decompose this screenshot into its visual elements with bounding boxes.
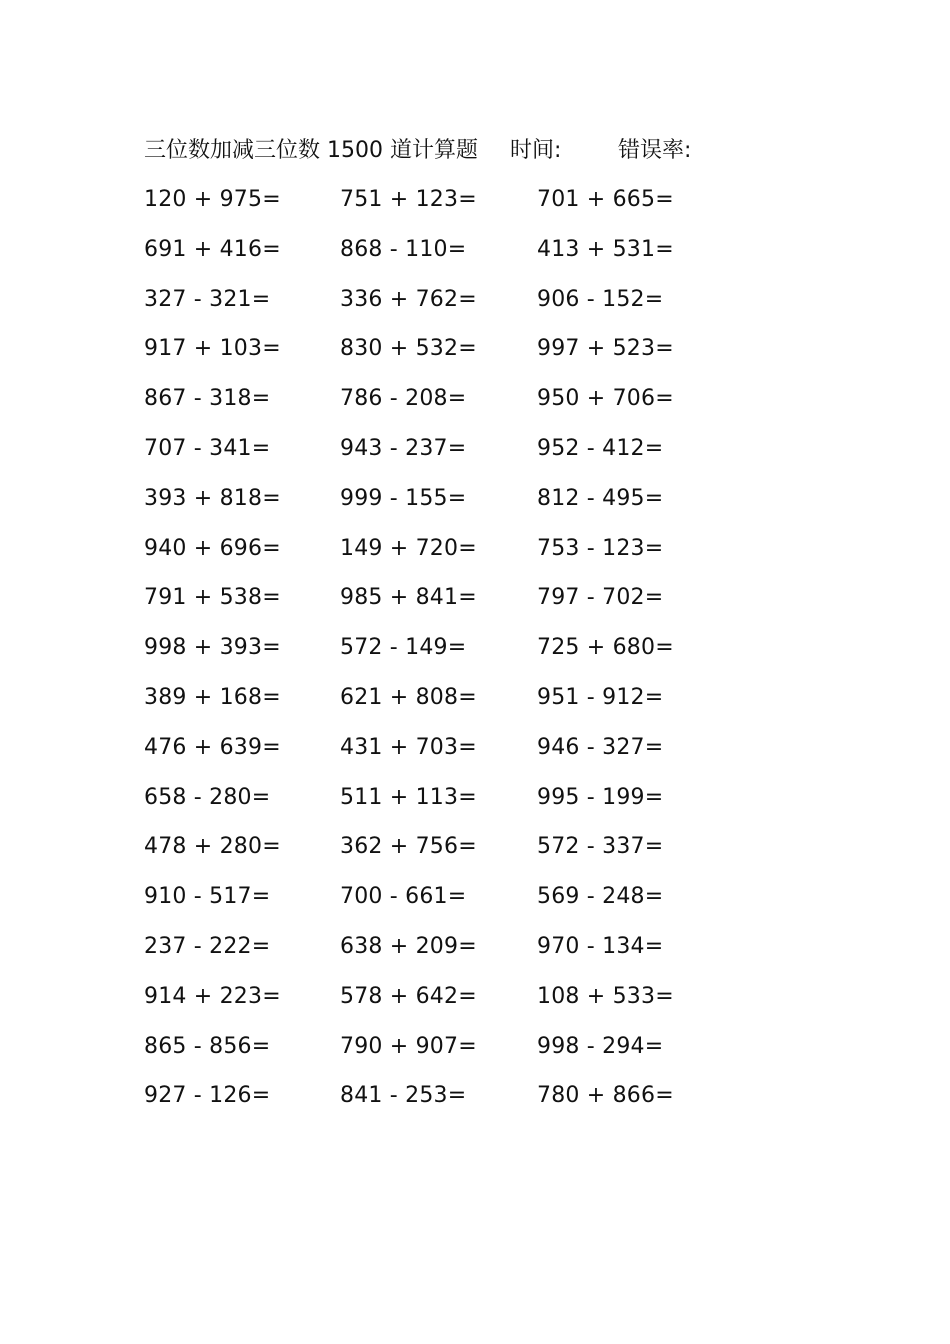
problem-row xyxy=(144,1080,744,1130)
math-problem: 362 + 756= xyxy=(340,834,477,860)
problem-row xyxy=(144,782,744,832)
math-problem: 511 + 113= xyxy=(340,784,477,810)
math-problem: 999 - 155= xyxy=(340,485,467,511)
math-problem: 725 + 680= xyxy=(537,635,674,661)
problem-row xyxy=(144,831,744,881)
math-problem: 621 + 808= xyxy=(340,684,477,710)
math-problem: 336 + 762= xyxy=(340,286,477,312)
math-problem: 691 + 416= xyxy=(144,236,281,262)
math-problem: 906 - 152= xyxy=(537,286,664,312)
math-problem: 952 - 412= xyxy=(537,435,664,461)
math-problem: 998 + 393= xyxy=(144,635,281,661)
math-problem: 797 - 702= xyxy=(537,585,664,611)
problem-row xyxy=(144,981,744,1031)
math-problem: 868 - 110= xyxy=(340,236,467,262)
problem-row xyxy=(144,483,744,533)
problem-row xyxy=(144,682,744,732)
math-problem: 393 + 818= xyxy=(144,485,281,511)
problem-row xyxy=(144,582,744,632)
math-problem: 327 - 321= xyxy=(144,286,271,312)
math-problem: 707 - 341= xyxy=(144,435,271,461)
math-problem: 658 - 280= xyxy=(144,784,271,810)
math-problem: 569 - 248= xyxy=(537,884,664,910)
math-problem: 572 - 149= xyxy=(340,635,467,661)
problem-row xyxy=(144,881,744,931)
math-problem: 910 - 517= xyxy=(144,884,271,910)
problem-row xyxy=(144,732,744,782)
math-problem: 413 + 531= xyxy=(537,236,674,262)
math-problem: 830 + 532= xyxy=(340,336,477,362)
math-problem: 478 + 280= xyxy=(144,834,281,860)
math-problem: 120 + 975= xyxy=(144,187,281,212)
math-problem: 237 - 222= xyxy=(144,933,271,959)
problem-row xyxy=(144,184,744,234)
math-problem: 108 + 533= xyxy=(537,983,674,1009)
math-problem: 914 + 223= xyxy=(144,983,281,1009)
math-problem: 995 - 199= xyxy=(537,784,664,810)
problem-row xyxy=(144,284,744,334)
math-problem: 940 + 696= xyxy=(144,535,281,561)
problem-row xyxy=(144,632,744,682)
math-problem: 917 + 103= xyxy=(144,336,281,362)
problem-row xyxy=(144,1031,744,1081)
math-problem: 753 - 123= xyxy=(537,535,664,561)
math-problem: 950 + 706= xyxy=(537,386,674,412)
problem-row xyxy=(144,234,744,284)
math-problem: 149 + 720= xyxy=(340,535,477,561)
problem-grid xyxy=(144,184,744,1130)
math-problem: 476 + 639= xyxy=(144,734,281,760)
error-rate-label: 错误率: xyxy=(618,138,692,163)
math-problem: 389 + 168= xyxy=(144,684,281,710)
math-problem: 867 - 318= xyxy=(144,386,271,412)
time-label: 时间: xyxy=(510,138,562,163)
math-problem: 985 + 841= xyxy=(340,585,477,611)
math-problem: 701 + 665= xyxy=(537,187,674,212)
math-problem: 790 + 907= xyxy=(340,1033,477,1059)
math-problem: 997 + 523= xyxy=(537,336,674,362)
math-problem: 780 + 866= xyxy=(537,1083,674,1109)
math-problem: 998 - 294= xyxy=(537,1033,664,1059)
math-problem: 431 + 703= xyxy=(340,734,477,760)
math-problem: 700 - 661= xyxy=(340,884,467,910)
math-problem: 638 + 209= xyxy=(340,933,477,959)
math-problem: 786 - 208= xyxy=(340,386,467,412)
math-problem: 812 - 495= xyxy=(537,485,664,511)
problem-row xyxy=(144,383,744,433)
worksheet-title: 三位数加减三位数 1500 道计算题 xyxy=(144,138,478,163)
math-problem: 927 - 126= xyxy=(144,1083,271,1109)
math-problem: 578 + 642= xyxy=(340,983,477,1009)
math-problem: 865 - 856= xyxy=(144,1033,271,1059)
problem-row xyxy=(144,433,744,483)
math-problem: 951 - 912= xyxy=(537,684,664,710)
math-problem: 572 - 337= xyxy=(537,834,664,860)
math-problem: 943 - 237= xyxy=(340,435,467,461)
math-problem: 751 + 123= xyxy=(340,187,477,212)
math-problem: 946 - 327= xyxy=(537,734,664,760)
problem-row xyxy=(144,931,744,981)
math-problem: 791 + 538= xyxy=(144,585,281,611)
math-problem: 841 - 253= xyxy=(340,1083,467,1109)
problem-row xyxy=(144,333,744,383)
problem-row xyxy=(144,533,744,583)
math-problem: 970 - 134= xyxy=(537,933,664,959)
